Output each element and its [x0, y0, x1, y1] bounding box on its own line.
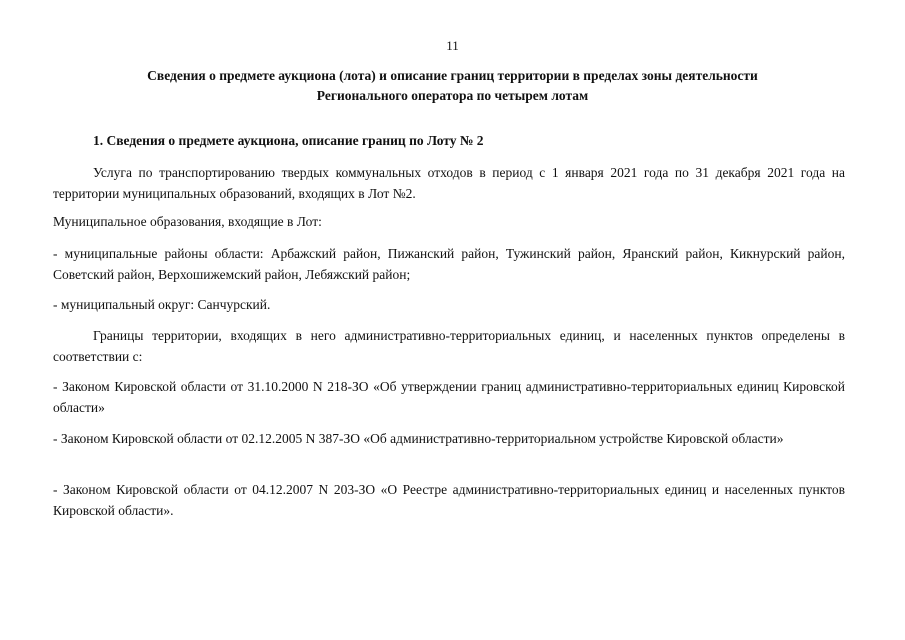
law-387-list-item: - Законом Кировской области от 02.12.2005 N 387-ЗО «Об административно-территориальном устройстве Кировской области»: [53, 431, 784, 446]
page-number: 11: [446, 38, 459, 53]
municipal-districts-list-item: - муниципальные районы области: Арбажский район, Пижанский район, Тужинский район, Яранский район, Кикнурский район, Советский район, Верхошижемский район, Лебяжский район;: [53, 246, 845, 282]
document-title: [60, 66, 845, 106]
law-203-list-item: - Законом Кировской области от 04.12.2007 N 203-ЗО «О Реестре административно-территориальных единиц и населенных пунктов Кировской области».: [53, 482, 845, 518]
section-heading: 1. Сведения о предмете аукциона, описание границ по Лоту № 2: [93, 133, 484, 148]
municipalities-intro-paragraph: Муниципальное образования, входящие в Лот:: [53, 214, 322, 229]
law-218-list-item: - Законом Кировской области от 31.10.2000 N 218-ЗО «Об утверждении границ административно-территориальных единиц Кировской области»: [53, 379, 845, 415]
document-title-line-1: Сведения о предмете аукциона (лота) и описание границ территории в пределах зоны деятельности: [147, 68, 758, 83]
boundaries-paragraph: Границы территории, входящих в него административно-территориальных единиц, и населенных пунктов определены в соответствии с:: [53, 328, 845, 364]
document-title-line-2: Регионального оператора по четырем лотам: [316, 88, 589, 103]
service-description-paragraph: Услуга по транспортированию твердых коммунальных отходов в период с 1 января 2021 года по 31 декабря 2021 года на территории муниципальных образований, входящих в Лот №2.: [53, 165, 845, 201]
municipal-okrug-list-item: - муниципальный округ: Санчурский.: [53, 297, 271, 312]
